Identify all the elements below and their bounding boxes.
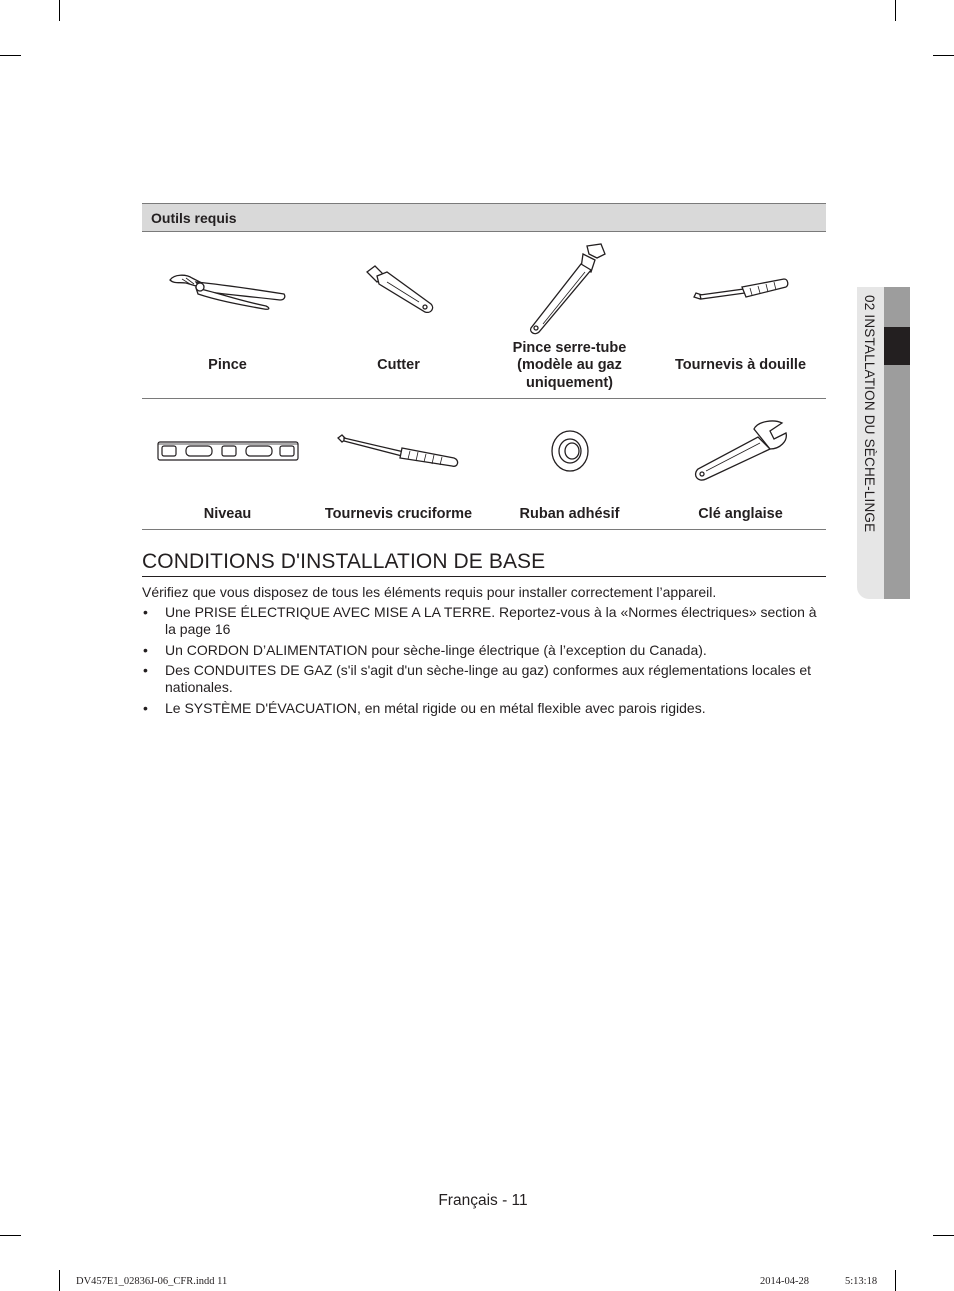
tool-label: Niveau bbox=[203, 505, 252, 522]
tool-cell-niveau bbox=[142, 399, 313, 529]
tools-row bbox=[142, 232, 826, 399]
tape-roll-icon bbox=[549, 429, 591, 473]
tool-cell-pince-serre-tube bbox=[484, 232, 655, 398]
screwdriver-icon bbox=[336, 432, 462, 470]
list-item: • Le SYSTÈME D'ÉVACUATION, en métal rigide ou en métal flexible avec parois rigides. bbox=[143, 699, 706, 716]
time-slug: 5:13:18 bbox=[845, 1276, 878, 1287]
tools-row bbox=[142, 399, 826, 530]
pipe-wrench-icon bbox=[527, 242, 613, 338]
level-icon bbox=[156, 438, 300, 464]
crop-mark bbox=[59, 1270, 60, 1291]
tool-label: Tournevis à douille bbox=[674, 357, 807, 374]
tool-label: Pince serre-tube (modèle au gaz uniquement) bbox=[512, 339, 627, 391]
chapter-tab-label: 02 INSTALLATION DU SÈCHE-LINGE bbox=[862, 295, 877, 533]
section-title: CONDITIONS D'INSTALLATION DE BASE bbox=[142, 549, 826, 577]
nut-driver-icon bbox=[692, 275, 790, 305]
list-item: • Un CORDON D’ALIMENTATION pour sèche-linge électrique (à l’exception du Canada). bbox=[143, 641, 707, 658]
section-intro: Vérifiez que vous disposez de tous les éléments requis pour installer correctement l’appareil. bbox=[142, 584, 717, 600]
tools-table bbox=[142, 203, 826, 530]
crop-mark bbox=[59, 0, 60, 21]
adjustable-wrench-icon bbox=[692, 419, 790, 483]
tool-label: Clé anglaise bbox=[698, 505, 783, 522]
crop-mark bbox=[895, 1270, 896, 1291]
tool-cell-tournevis-cruciforme bbox=[313, 399, 484, 529]
tool-cell-cle-anglaise bbox=[655, 399, 826, 529]
utility-knife-icon bbox=[359, 262, 439, 318]
tool-cell-pince bbox=[142, 232, 313, 398]
requirements-list bbox=[142, 604, 826, 720]
tool-label: Ruban adhésif bbox=[519, 505, 620, 522]
pliers-icon bbox=[166, 270, 290, 310]
crop-mark bbox=[895, 0, 896, 21]
tool-label: Cutter bbox=[377, 357, 420, 374]
tool-label: Tournevis cruciforme bbox=[324, 505, 473, 522]
crop-mark bbox=[0, 1235, 21, 1236]
chapter-tab-marker bbox=[884, 327, 910, 365]
crop-mark bbox=[933, 1235, 954, 1236]
tool-label: Pince bbox=[208, 357, 247, 374]
tool-cell-cutter bbox=[313, 232, 484, 398]
crop-mark bbox=[0, 55, 21, 56]
list-item: • Une PRISE ÉLECTRIQUE AVEC MISE A LA TERRE. Reportez-vous à la «Normes électriques» section à la page 16 bbox=[143, 604, 817, 637]
tool-cell-ruban bbox=[484, 399, 655, 529]
crop-mark bbox=[933, 55, 954, 56]
tool-cell-tournevis-douille bbox=[655, 232, 826, 398]
file-slug: DV457E1_02836J-06_CFR.indd 11 bbox=[76, 1276, 228, 1287]
date-slug: 2014-04-28 bbox=[760, 1276, 809, 1287]
list-item: • Des CONDUITES DE GAZ (s'il s'agit d'un sèche-linge au gaz) conformes aux réglementations locales et nationales. bbox=[143, 662, 812, 695]
page-number: Français - 11 bbox=[438, 1192, 528, 1209]
tools-table-header: Outils requis bbox=[142, 203, 826, 232]
